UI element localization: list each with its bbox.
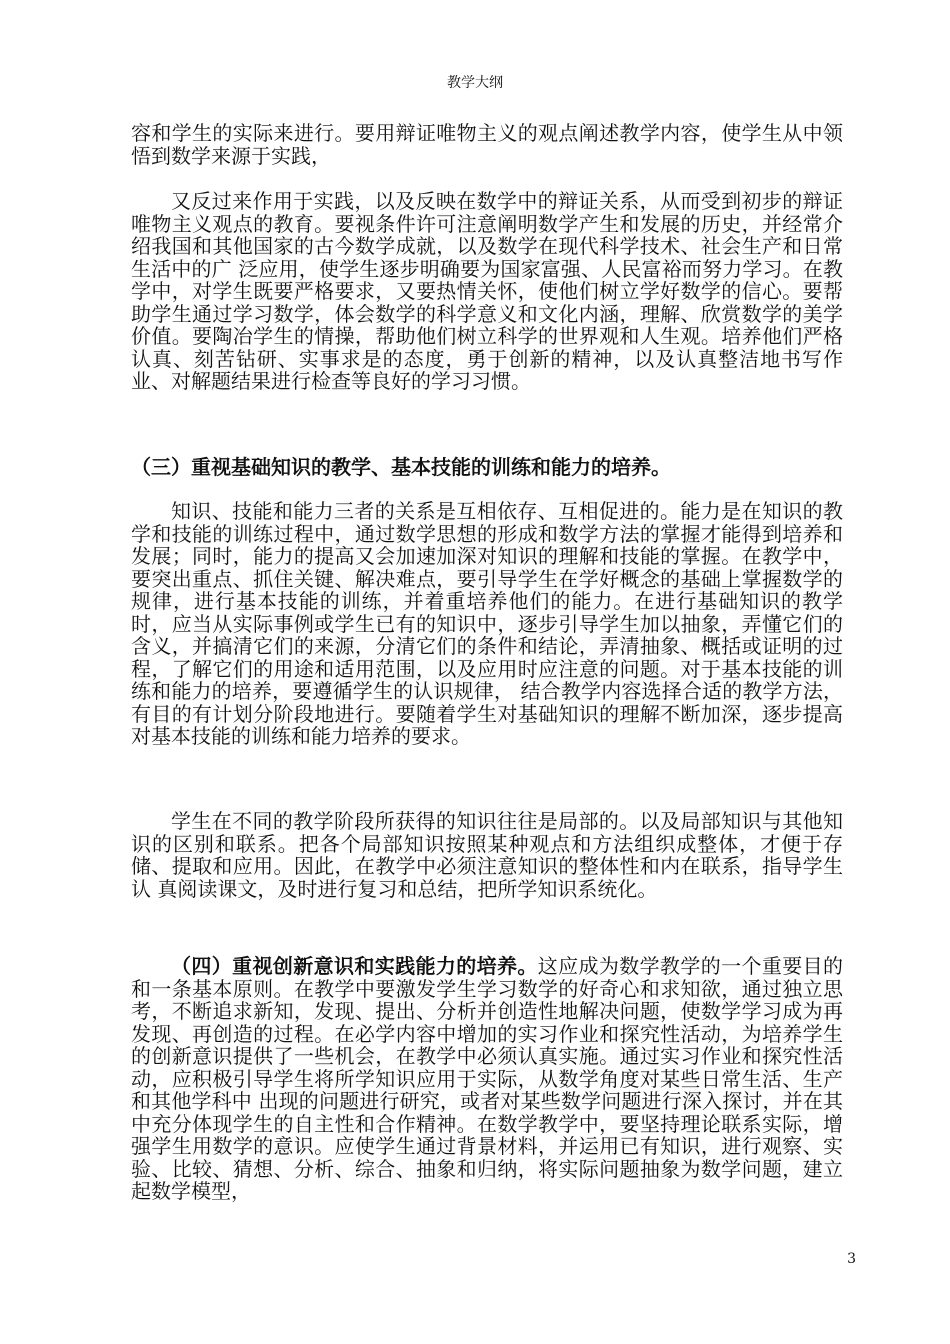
paragraph-knowledge-skills: 知识、技能和能力三者的关系是互相依存、互相促进的。能力是在知识的教学和技能的训练过程中，通过数学思想的形成和数学方法的掌握才能得到培养和发展；同时，能力的提高又会加速加深对知识的理解和技能的掌握。在教学中，要突出重点、抓住关键、解决难点，要引导学生在学好概念的基础上掌握数学的规律，进行基本技能的训练，并着重培养他们的能力。在进行基础知识的教学时，应当从实际事例或学生已有的知识中，逐步引导学生加以抽象，弄懂它们的含义，并搞清它们的来源，分清它们的条件和结论，弄清抽象、概括或证明的过程，了解它们的用途和适用范围，以及应用时应注意的问题。对于基本技能的训练和能力的培养，要遵循学生的认识规律， 结合教学内容选择合适的教学方法，有目的有计划分阶段地进行。要随着学生对基础知识的理解不断加深，逐步提高对基本技能的训练和能力培养的要求。 bbox=[131, 499, 843, 748]
section-heading-4: （四）重视创新意识和实践能力的培养。 bbox=[171, 954, 538, 978]
paragraph-dialectics: 又反过来作用于实践，以及反映在数学中的辩证关系，从而受到初步的辩证唯物主义观点的教育。要视条件许可注意阐明数学产生和发展的历史，并经常介绍我国和其他国家的古今数学成就，以及数学在现代科学技术、社会生产和日常生活中的广 泛应用，使学生逐步明确要为国家富强、人民富裕而努力学习。在教学中，对学生既要严格要求，又要热情关怀，使他们树立学好数学的信心。要帮助学生通过学习数学，体会数学的科学意义和文化内涵，理解、欣赏数学的美学价值。要陶冶学生的情操，帮助他们树立科学的世界观和人生观。培养他们严格认真、刻苦钻研、实事求是的态度，勇于创新的精神，以及认真整洁地书写作业、对解题结果进行检查等良好的学习习惯。 bbox=[131, 189, 843, 393]
section-heading-3: （三）重视基础知识的教学、基本技能的训练和能力的培养。 bbox=[131, 455, 671, 479]
paragraph-innovation-text: 这应成为数学教学的一个重要目的和一条基本原则。在教学中要激发学生学习数学的好奇心和求知欲，通过独立思考，不断追求新知，发现、提出、分析并创造性地解决问题，使数学学习成为再发现、再创造的过程。在必学内容中增加的实习作业和探究性活动，为培养学生的创新意识提供了一些机会，在教学中必须认真实施。通过实习作业和探究性活动，应积极引导学生将所学知识应用于实际，从数学角度对某些日常生活、生产和其他学科中 出现的问题进行研究，或者对某些数学问题进行深入探讨，并在其中充分体现学生的自主性和合作精神。在数学教学中，要坚持理论联系实际，增强学生用数学的意识。应使学生通过背景材料，并运用已有知识，进行观察、实验、比较、猜想、分析、综合、抽象和归纳，将实际问题抽象为数学问题，建立起数学模型， bbox=[131, 954, 843, 1203]
paragraph-innovation bbox=[131, 955, 843, 1203]
paragraph-local-knowledge: 学生在不同的教学阶段所获得的知识往往是局部的。以及局部知识与其他知识的区别和联系。把各个局部知识按照某种观点和方法组织成整体，才便于存储、提取和应用。因此，在教学中必须注意知识的整体性和内在联系，指导学生认 真阅读课文，及时进行复习和总结，把所学知识系统化。 bbox=[131, 809, 843, 901]
page-number: 3 bbox=[847, 1251, 856, 1267]
page-header-title: 教学大纲 bbox=[447, 75, 503, 91]
paragraph-continuation: 容和学生的实际来进行。要用辩证唯物主义的观点阐述教学内容，使学生从中领悟到数学来源于实践， bbox=[131, 121, 843, 168]
